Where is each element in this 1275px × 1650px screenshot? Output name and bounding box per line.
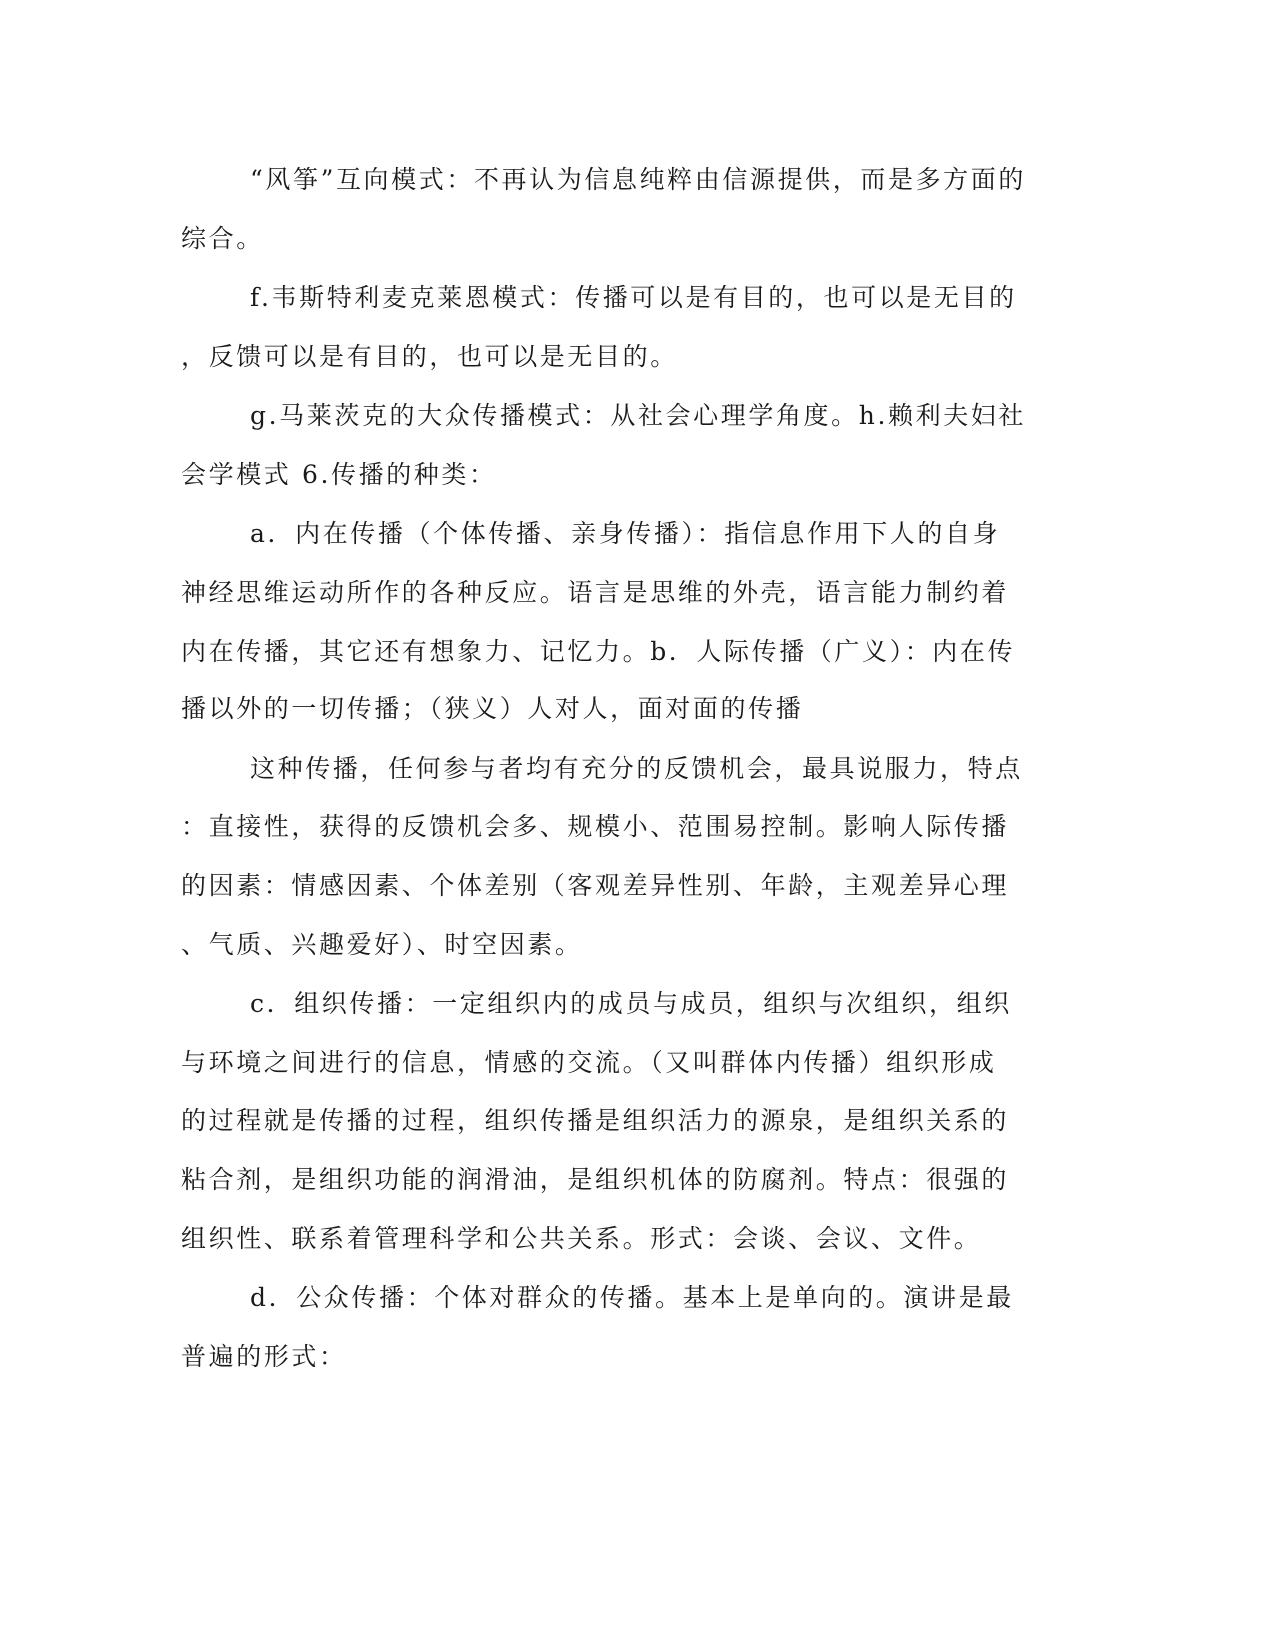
text-line: 播以外的一切传播；（狭义）人对人，面对面的传播 [181,694,804,723]
text-line: c．组织传播：一定组织内的成员与成员，组织与次组织，组织 [250,989,1012,1018]
text-line: 粘合剂，是组织功能的润滑油，是组织机体的防腐剂。特点：很强的 [181,1165,1010,1194]
text-line: 与环境之间进行的信息，情感的交流。（又叫群体内传播）组织形成 [181,1048,997,1077]
text-line: 普遍的形式： [181,1342,347,1371]
text-line: d．公众传播：个体对群众的传播。基本上是单向的。演讲是最 [250,1283,1014,1312]
text-line: ：直接性，获得的反馈机会多、规模小、范围易控制。影响人际传播 [181,812,1010,841]
text-line: 会学模式 6.传播的种类： [181,460,497,489]
text-line: 的过程就是传播的过程，组织传播是组织活力的源泉，是组织关系的 [181,1106,1010,1135]
text-line: 内在传播，其它还有想象力、记忆力。b．人际传播（广义）：内在传 [181,637,1016,666]
text-line: f.韦斯特利麦克莱恩模式：传播可以是有目的，也可以是无目的 [250,283,1017,312]
text-line: 组织性、联系着管理科学和公共关系。形式：会谈、会议、文件。 [181,1224,982,1253]
text-line: 、气质、兴趣爱好）、时空因素。 [181,930,583,959]
text-line: 综合。 [181,224,264,253]
text-line: 的因素：情感因素、个体差别（客观差异性别、年龄，主观差异心理 [181,871,1010,900]
text-line: “风筝”互向模式：不再认为信息纯粹由信源提供，而是多方面的 [250,165,1026,194]
text-line: 这种传播，任何参与者均有充分的反馈机会，最具说服力，特点 [250,754,1023,783]
text-line: ，反馈可以是有目的，也可以是无目的。 [181,342,678,371]
text-line: g.马莱茨克的大众传播模式：从社会心理学角度。h.赖利夫妇社 [250,401,1027,430]
text-line: a．内在传播（个体传播、亲身传播）：指信息作用下人的自身 [250,519,1001,548]
text-line: 神经思维运动所作的各种反应。语言是思维的外壳，语言能力制约着 [181,578,1010,607]
